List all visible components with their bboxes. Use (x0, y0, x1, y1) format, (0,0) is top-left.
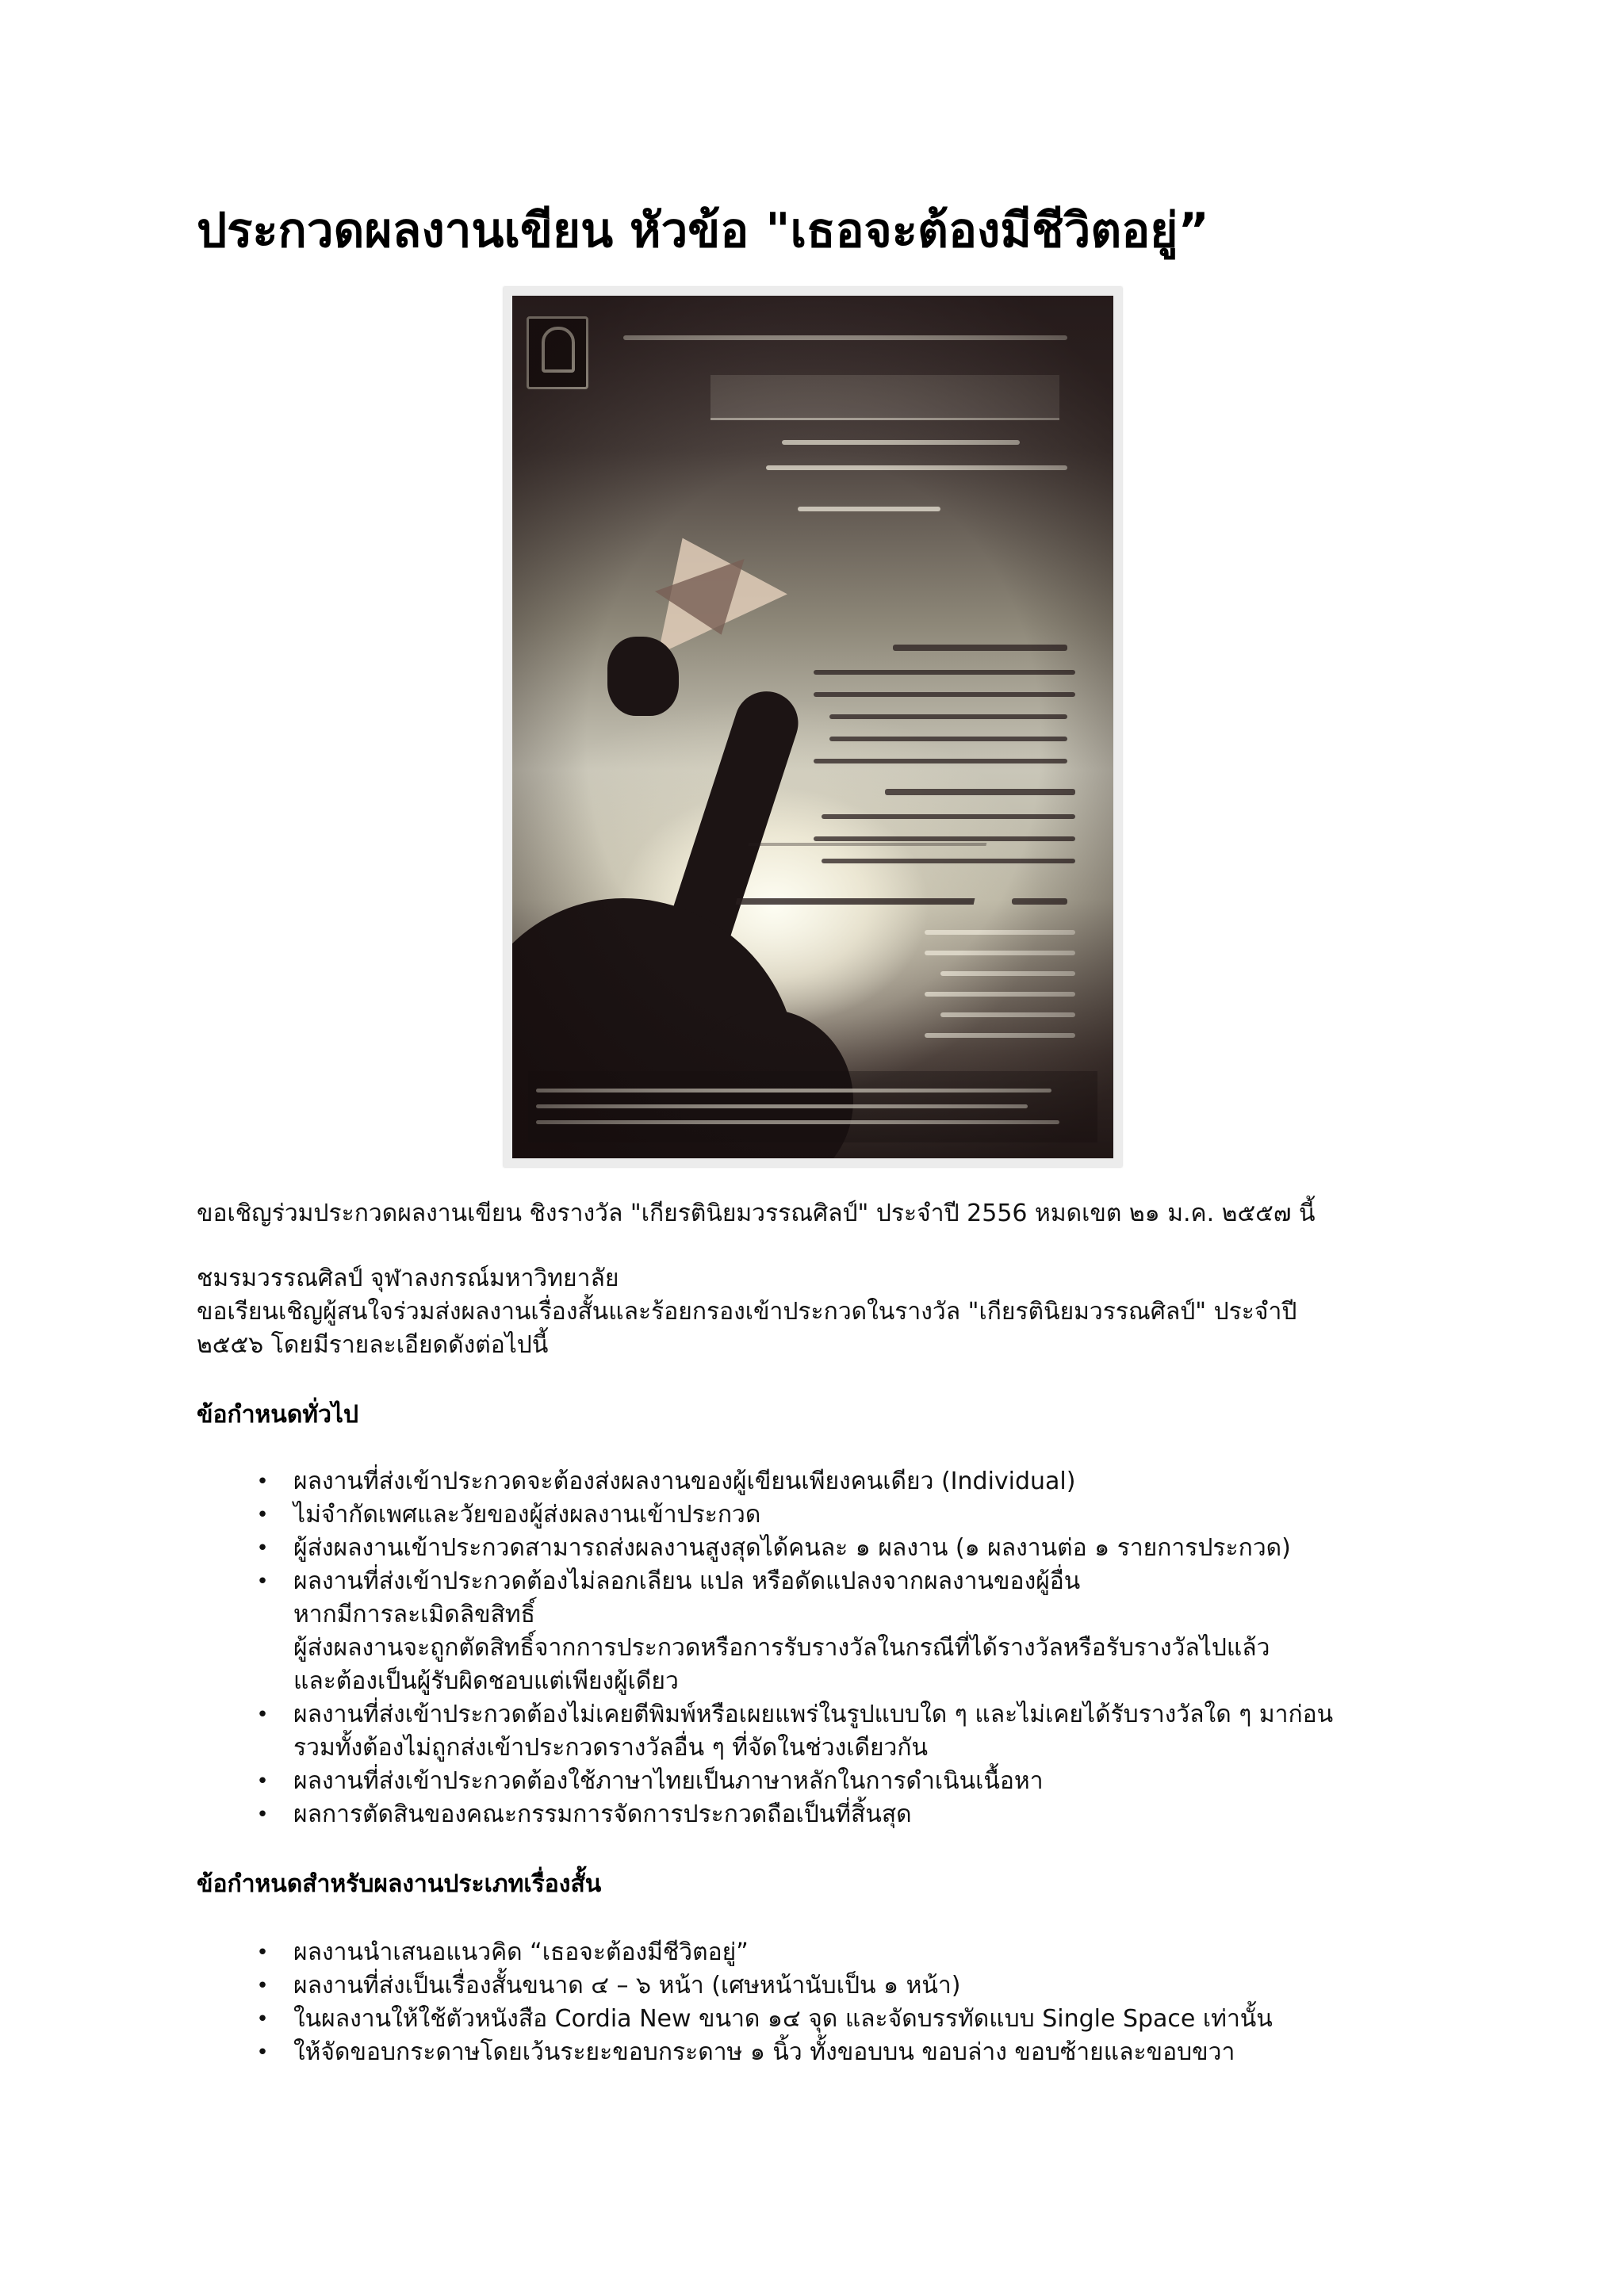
list-item (251, 1498, 1333, 1532)
short-story-rules-heading: ข้อกำหนดสำหรับผลงานประเภทเรื่องสั้น (197, 1870, 602, 1898)
list-item-text: ผลงานที่ส่งเข้าประกวดต้องไม่ลอกเลียน แปล หรือดัดแปลงจากผลงานของผู้อื่น (293, 1567, 1081, 1595)
organizer-line: ๒๕๕๖ โดยมีรายละเอียดดังต่อไปนี้ (197, 1331, 549, 1359)
list-item-text: และต้องเป็นผู้รับผิดชอบแต่เพียงผู้เดียว (293, 1667, 679, 1695)
list-item-text: ผลงานที่ส่งเข้าประกวดจะต้องส่งผลงานของผู้เขียนเพียงคนเดียว (Individual) (293, 1468, 1076, 1495)
bullet-icon: • (256, 1770, 269, 1793)
contest-poster-image (504, 287, 1122, 1167)
bullet-icon: • (256, 1941, 269, 1965)
list-item (251, 1565, 1333, 1698)
list-item-text: ไม่จำกัดเพศและวัยของผู้ส่งผลงานเข้าประกวด (293, 1501, 761, 1529)
list-item-text: ผู้ส่งผลงานจะถูกตัดสิทธิ์จากการประกวดหรือการรับรางวัลในกรณีที่ได้รางวัลหรือรับรางวัลไปแล้ว (293, 1634, 1270, 1662)
organizer-line: ขอเรียนเชิญผู้สนใจร่วมส่งผลงานเรื่องสั้นและร้อยกรองเข้าประกวดในรางวัล "เกียรตินิยมวรรณศิลป์" ประจำปี (197, 1298, 1297, 1326)
bullet-icon: • (256, 2007, 269, 2031)
bullet-icon: • (256, 2041, 269, 2064)
list-item-text: ผลงานที่ส่งเป็นเรื่องสั้นขนาด ๔ – ๖ หน้า (เศษหน้านับเป็น ๑ หน้า) (293, 1972, 961, 1999)
bullet-icon: • (256, 1536, 269, 1560)
general-rules-heading: ข้อกำหนดทั่วไป (197, 1401, 359, 1429)
list-item (251, 1465, 1333, 1498)
list-item-text: หากมีการละเมิดลิขสิทธิ์ (293, 1601, 535, 1628)
bullet-icon: • (256, 1470, 269, 1494)
bullet-icon: • (256, 1570, 269, 1594)
list-item-text: ให้จัดขอบกระดาษโดยเว้นระยะขอบกระดาษ ๑ นิ้ว ทั้งขอบบน ขอบล่าง ขอบซ้ายและขอบขวา (293, 2038, 1235, 2066)
list-item (251, 1936, 1273, 1969)
bullet-icon: • (256, 1503, 269, 1527)
organizer-line: ชมรมวรรณศิลป์ จุฬาลงกรณ์มหาวิทยาลัย (197, 1265, 619, 1292)
list-item-text: ในผลงานให้ใช้ตัวหนังสือ Cordia New ขนาด ๑๔ จุด และจัดบรรทัดแบบ Single Space เท่านั้น (293, 2005, 1273, 2033)
page-title: ประกวดผลงานเขียน หัวข้อ "เธอจะต้องมีชีวิตอยู่” (197, 203, 1209, 258)
list-item (251, 2003, 1273, 2036)
poster-artwork (512, 296, 1113, 1158)
list-item (251, 1698, 1333, 1765)
short-story-rules-list (251, 1936, 1273, 2069)
list-item-text: ผลงานที่ส่งเข้าประกวดต้องไม่เคยตีพิมพ์หรือเผยแพร่ในรูปแบบใด ๆ และไม่เคยได้รับรางวัลใด ๆ มาก่อน (293, 1701, 1334, 1728)
list-item (251, 1765, 1333, 1798)
bullet-icon: • (256, 1803, 269, 1827)
list-item-text: รวมทั้งต้องไม่ถูกส่งเข้าประกวดรางวัลอื่น ๆ ที่จัดในช่วงเดียวกัน (293, 1734, 929, 1762)
list-item (251, 1969, 1273, 2003)
intro-paragraph: ขอเชิญร่วมประกวดผลงานเขียน ชิงรางวัล "เกียรตินิยมวรรณศิลป์" ประจำปี 2556 หมดเขต ๒๑ ม.ค. ๒๕๕๗ นี้ (197, 1200, 1316, 1227)
list-item-text: ผู้ส่งผลงานเข้าประกวดสามารถส่งผลงานสูงสุดได้คนละ ๑ ผลงาน (๑ ผลงานต่อ ๑ รายการประกวด) (293, 1534, 1291, 1562)
general-rules-list (251, 1465, 1333, 1831)
list-item-text: ผลการตัดสินของคณะกรรมการจัดการประกวดถือเป็นที่สิ้นสุด (293, 1800, 912, 1828)
poster-vignette (512, 296, 1113, 1158)
bullet-icon: • (256, 1703, 269, 1727)
list-item-text: ผลงานนำเสนอแนวคิด “เธอจะต้องมีชีวิตอยู่” (293, 1938, 749, 1966)
list-item-text: ผลงานที่ส่งเข้าประกวดต้องใช้ภาษาไทยเป็นภาษาหลักในการดำเนินเนื้อหา (293, 1767, 1044, 1795)
bullet-icon: • (256, 1974, 269, 1998)
list-item (251, 1532, 1333, 1565)
list-item (251, 1798, 1333, 1831)
list-item (251, 2036, 1273, 2069)
